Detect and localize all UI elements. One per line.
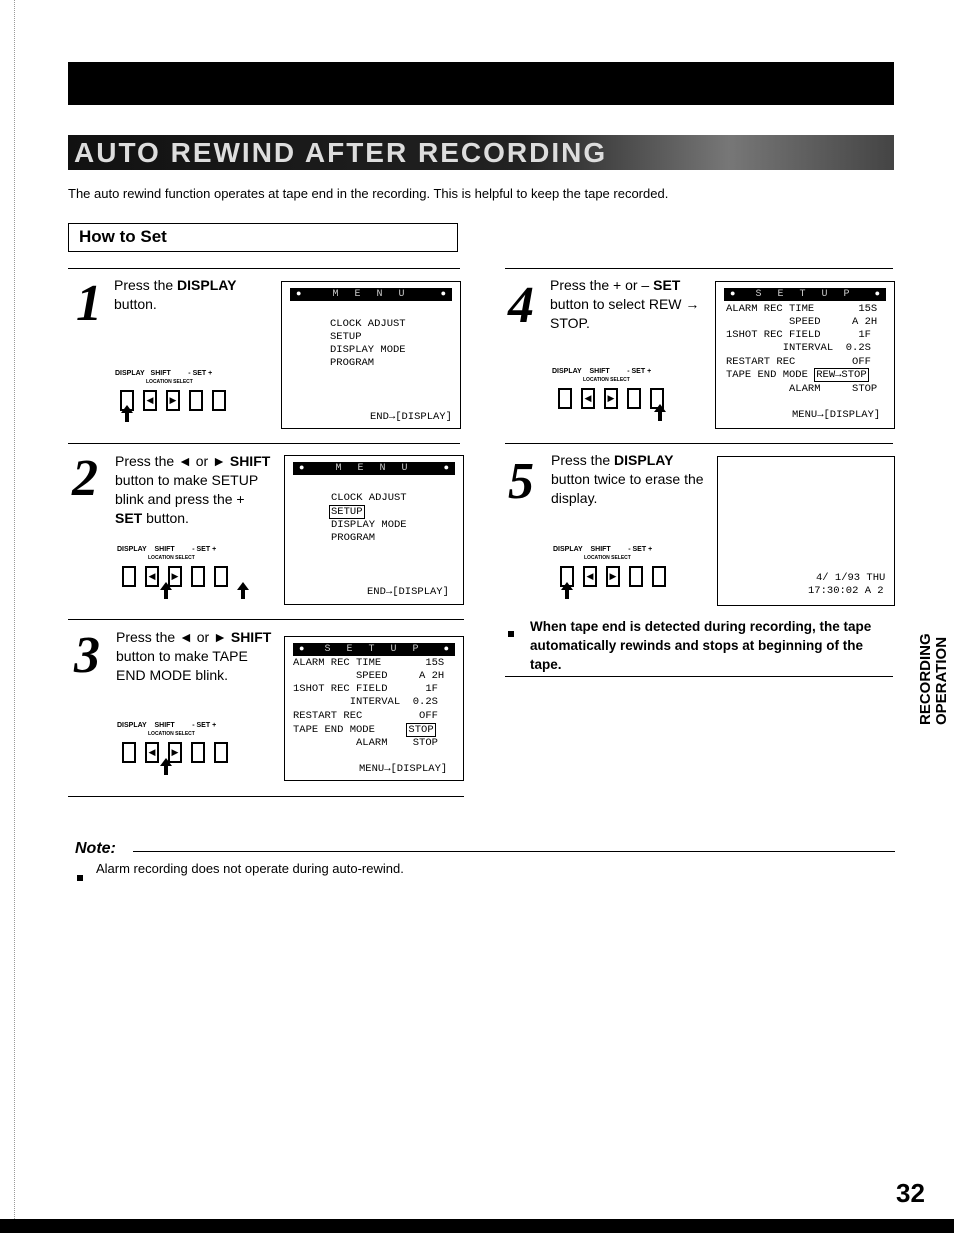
setup-line: 1SHOT REC FIELD 1F — [726, 329, 871, 341]
setup-line: ALARM REC TIME 15S — [726, 303, 878, 315]
screen-header: ● M E N U ● — [290, 288, 452, 301]
rule-step5-top — [505, 443, 893, 444]
step-5-button-row — [560, 566, 666, 587]
set-plus-button[interactable] — [214, 566, 228, 587]
step-5-location-label: LOCATION SELECT — [584, 555, 631, 561]
rule-result-bottom — [505, 676, 893, 677]
result-text: When tape end is detected during recording, the tape automatically rewinds and stops at beginning of the tape. — [530, 619, 872, 672]
clock-time: 17:30:02 A 2 — [808, 585, 884, 597]
menu-line: DISPLAY MODE — [331, 519, 407, 531]
intro-text: The auto rewind function operates at tape end in the recording. This is helpful to keep the tape recorded. — [68, 186, 669, 201]
shift-left-button[interactable]: ◀ — [581, 388, 595, 409]
note-text: Alarm recording does not operate during auto-rewind. — [96, 861, 404, 876]
step-5-display-screen — [717, 456, 895, 606]
shift-left-button[interactable]: ◀ — [145, 566, 159, 587]
menu-line: SETUP — [330, 331, 362, 343]
rule-step1-top — [68, 268, 460, 269]
setup-footer: MENU→[DISPLAY] — [359, 763, 448, 775]
screen-header: ● M E N U ● — [293, 462, 455, 475]
step-2-shift-arrow-icon — [160, 582, 172, 590]
set-plus-button[interactable] — [214, 742, 228, 763]
menu-footer: END→[DISPLAY] — [370, 411, 452, 423]
step-1-arrow-stem-icon — [125, 413, 129, 422]
step-2-button-labels: DISPLAY SHIFT - SET + — [117, 546, 217, 553]
step-1-location-label: LOCATION SELECT — [146, 379, 193, 385]
menu-line: CLOCK ADJUST — [331, 492, 407, 504]
setup-footer: MENU→[DISPLAY] — [792, 409, 881, 421]
shift-right-button[interactable]: ▶ — [604, 388, 618, 409]
set-minus-button[interactable] — [629, 566, 643, 587]
step-4-text: Press the + or – SET button to select REW → STOP. — [550, 277, 700, 331]
setup-line: RESTART REC OFF — [726, 356, 871, 368]
shift-left-button[interactable]: ◀ — [145, 742, 159, 763]
page-number: 32 — [896, 1178, 925, 1208]
rule-step4-top — [505, 268, 893, 269]
menu-line: PROGRAM — [331, 532, 376, 544]
display-button[interactable] — [558, 388, 572, 409]
screen-header: ● S E T U P ● — [293, 643, 455, 656]
setup-line: SPEED A 2H — [293, 670, 445, 682]
side-chapter-tab: RECORDING OPERATION — [917, 633, 950, 725]
rule-step3-bottom — [68, 796, 464, 797]
set-minus-button[interactable] — [191, 566, 205, 587]
set-plus-button[interactable] — [652, 566, 666, 587]
setup-line: TAPE END MODE — [293, 724, 407, 736]
step-2-set-arrow-stem-icon — [241, 590, 245, 599]
display-button[interactable] — [122, 566, 136, 587]
step-2-shift-arrow-stem-icon — [164, 590, 168, 599]
shift-right-button[interactable]: ▶ — [166, 390, 180, 411]
clock-date: 4/ 1/93 THU — [816, 572, 886, 584]
top-black-bar — [68, 62, 894, 105]
step-2-menu-screen — [284, 455, 464, 605]
setup-value-selected: STOP — [408, 724, 434, 736]
step-3-location-label: LOCATION SELECT — [148, 731, 195, 737]
step-5-number: 5 — [508, 453, 534, 510]
step-3-setup-screen — [284, 636, 464, 781]
step-5-text: Press the DISPLAY button twice to erase the display. — [551, 452, 704, 506]
step-3-button-labels: DISPLAY SHIFT - SET + — [117, 722, 217, 729]
step-3-number: 3 — [74, 627, 100, 684]
setup-line: INTERVAL 0.2S — [726, 342, 871, 354]
scan-edge — [14, 0, 16, 1233]
shift-right-button[interactable]: ▶ — [606, 566, 620, 587]
note-bullet — [77, 868, 83, 886]
note-title: Note: — [75, 840, 116, 857]
setup-line: ALARM REC TIME 15S — [293, 657, 445, 669]
setup-value-selected: REW→STOP — [816, 369, 867, 381]
setup-line: SPEED A 2H — [726, 316, 878, 328]
step-4-set-arrow-stem-icon — [658, 412, 662, 421]
step-1-arrow-icon — [121, 405, 133, 413]
how-to-set-heading: How to Set — [68, 223, 458, 252]
setup-line: ALARM STOP — [293, 737, 438, 749]
note-rule — [133, 851, 895, 852]
step-4-location-label: LOCATION SELECT — [583, 377, 630, 383]
setup-line: RESTART REC OFF — [293, 710, 438, 722]
step-1-menu-screen — [281, 281, 461, 429]
setup-line: TAPE END MODE — [726, 369, 815, 381]
step-2-number: 2 — [72, 450, 98, 507]
step-2-text: Press the ◄ or ► SHIFT button to make SETUP blink and press the + SET button. — [115, 453, 271, 526]
set-plus-button[interactable] — [212, 390, 226, 411]
shift-left-button[interactable]: ◀ — [143, 390, 157, 411]
step-3-shift-arrow-icon — [160, 758, 172, 766]
set-minus-button[interactable] — [191, 742, 205, 763]
step-1-button-row — [120, 390, 226, 411]
step-3-button-row — [122, 742, 228, 763]
setup-line: ALARM STOP — [726, 383, 878, 395]
bottom-black-bar — [0, 1219, 954, 1233]
menu-line: DISPLAY MODE — [330, 344, 406, 356]
step-4-setup-screen — [715, 281, 895, 429]
step-1-text: Press the DISPLAY button. — [114, 277, 237, 312]
result-bullet — [508, 624, 514, 642]
step-2-set-arrow-icon — [237, 582, 249, 590]
step-4-set-arrow-icon — [654, 404, 666, 412]
set-minus-button[interactable] — [189, 390, 203, 411]
step-5-display-arrow-icon — [561, 582, 573, 590]
menu-line-selected: SETUP — [331, 506, 363, 518]
step-1-button-labels: DISPLAY SHIFT - SET + — [115, 370, 213, 377]
step-4-number: 4 — [508, 277, 534, 334]
step-1-number: 1 — [76, 275, 102, 332]
section-title-banner: AUTO REWIND AFTER RECORDING — [68, 135, 894, 170]
shift-right-button[interactable]: ▶ — [168, 742, 182, 763]
shift-right-button[interactable]: ▶ — [168, 566, 182, 587]
step-2-location-label: LOCATION SELECT — [148, 555, 195, 561]
step-5-display-arrow-stem-icon — [565, 590, 569, 599]
menu-line: CLOCK ADJUST — [330, 318, 406, 330]
step-5-button-labels: DISPLAY SHIFT - SET + — [553, 546, 653, 553]
screen-header: ● S E T U P ● — [724, 288, 886, 301]
menu-line: PROGRAM — [330, 357, 375, 369]
rule-step3-top — [68, 619, 464, 620]
setup-line: 1SHOT REC FIELD 1F — [293, 683, 438, 695]
display-button[interactable] — [122, 742, 136, 763]
menu-footer: END→[DISPLAY] — [367, 586, 449, 598]
step-3-shift-arrow-stem-icon — [164, 766, 168, 775]
step-3-text: Press the ◄ or ► SHIFT button to make TAPE END MODE blink. — [116, 629, 272, 683]
rule-step2-top — [68, 443, 460, 444]
step-4-button-labels: DISPLAY SHIFT - SET + — [552, 368, 652, 375]
set-minus-button[interactable] — [627, 388, 641, 409]
setup-line: INTERVAL 0.2S — [293, 696, 438, 708]
step-2-button-row — [122, 566, 228, 587]
step-4-button-row — [558, 388, 664, 409]
shift-left-button[interactable]: ◀ — [583, 566, 597, 587]
